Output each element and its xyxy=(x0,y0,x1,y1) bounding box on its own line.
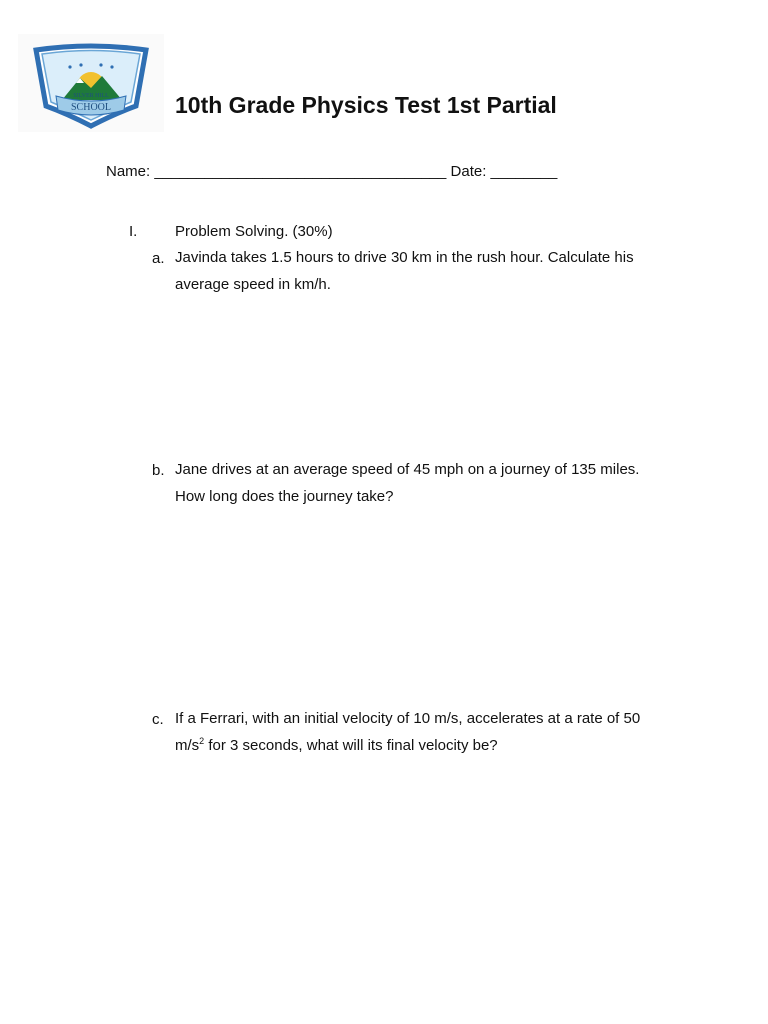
question-b-letter: b. xyxy=(152,462,165,479)
logo-lettering-top: SILVER HILL xyxy=(73,93,109,99)
name-date-line xyxy=(106,163,557,180)
crest-icon xyxy=(18,34,164,132)
name-label: Name: xyxy=(106,163,151,180)
section-title: Problem Solving. (30%) xyxy=(175,223,333,240)
section-number: I. xyxy=(129,223,138,240)
question-c-text-after: for 3 seconds, what will its final velocity be? xyxy=(204,737,498,754)
logo-lettering-bottom: SCHOOL xyxy=(70,102,112,113)
question-c-superscript: 2 xyxy=(199,736,205,746)
page-title: 10th Grade Physics Test 1st Partial xyxy=(175,92,557,118)
question-a-text: Javinda takes 1.5 hours to drive 30 km in the rush hour. Calculate his average speed in km/h. xyxy=(175,249,634,293)
question-c-text-before: If a Ferrari, with an initial velocity of 10 m/s, accelerates at a rate of 50 m/s xyxy=(175,710,641,754)
name-blank[interactable]: ___________________________________ xyxy=(154,163,447,180)
question-a-letter: a. xyxy=(152,250,165,267)
date-blank[interactable]: ________ xyxy=(490,163,558,180)
school-logo xyxy=(18,34,164,132)
date-label: Date: xyxy=(450,163,487,180)
question-c-letter: c. xyxy=(152,711,164,728)
question-b-text: Jane drives at an average speed of 45 mph on a journey of 135 miles. How long does the journey take? xyxy=(175,461,640,505)
question-c-text xyxy=(175,705,655,759)
